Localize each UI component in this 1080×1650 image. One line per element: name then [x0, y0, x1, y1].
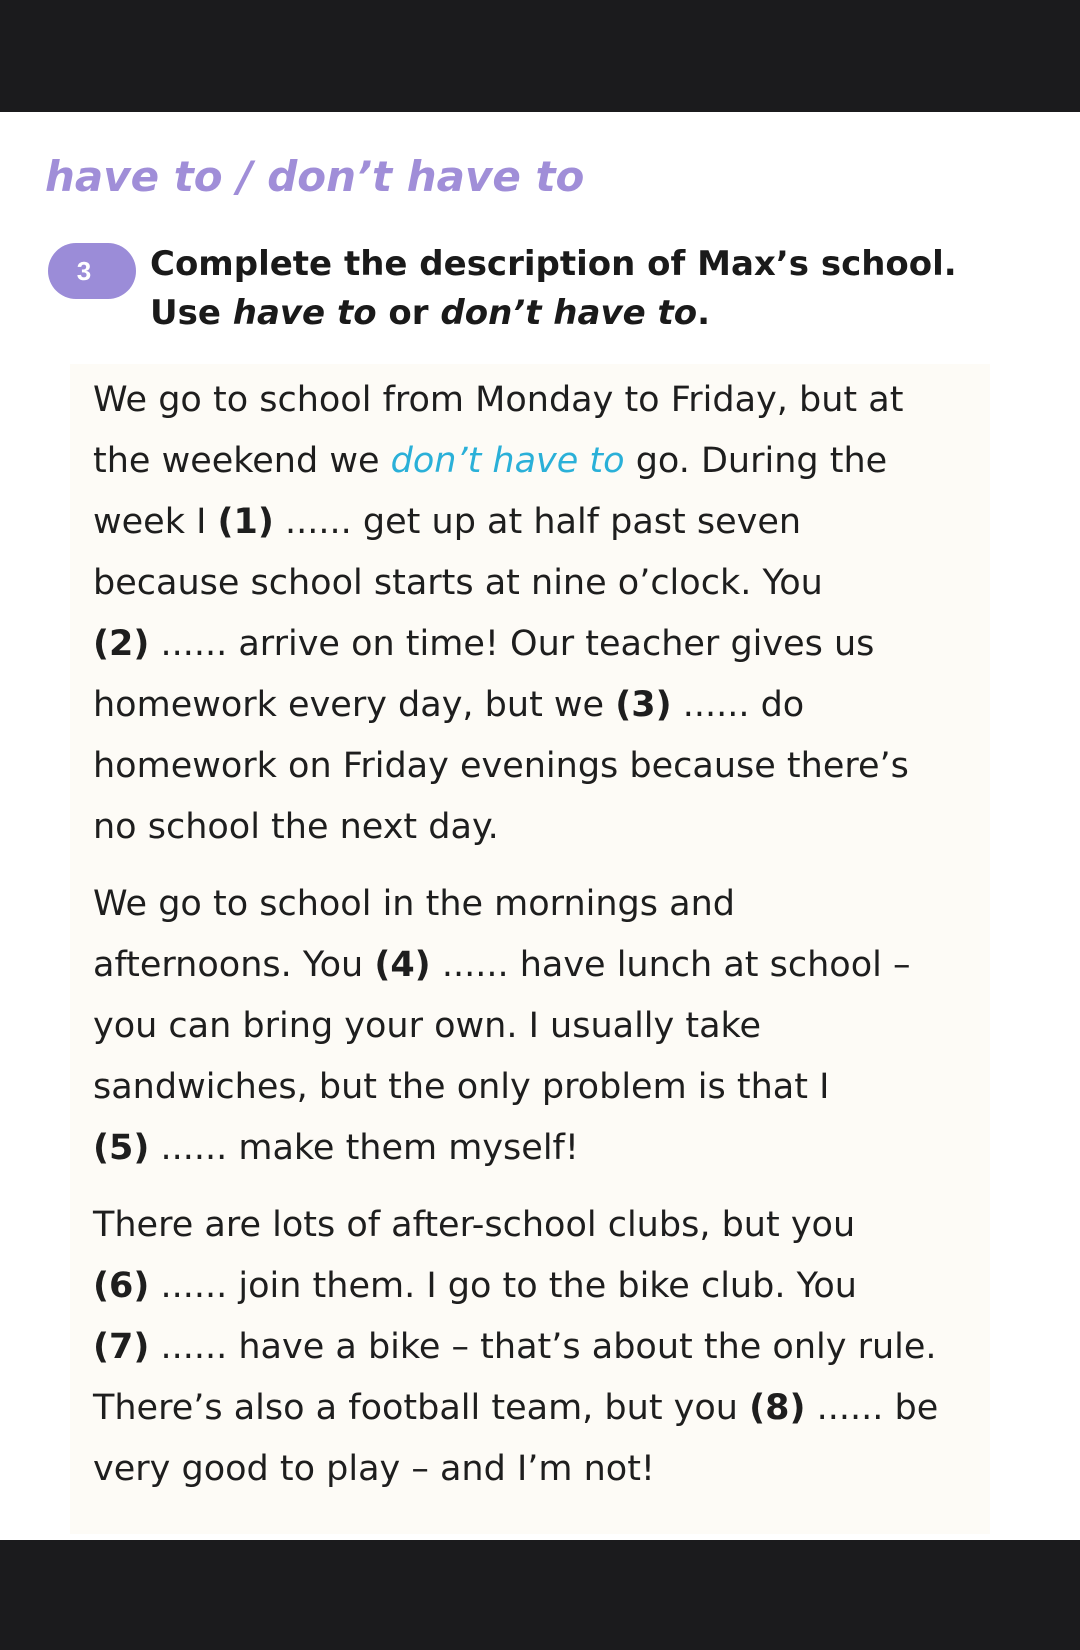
gap-5-text: ...... make them myself!	[149, 1128, 579, 1168]
p3-line-2	[93, 1256, 993, 1317]
p3-line-4-text: There’s also a football team, but you	[93, 1388, 750, 1428]
gap-4-text: ...... have lunch at school –	[430, 945, 911, 985]
instruction-or: or	[376, 293, 441, 333]
gap-2-text: ...... arrive on time! Our teacher gives us	[149, 624, 875, 664]
gap-number-3: (3)	[615, 685, 672, 725]
instruction-line-2	[150, 289, 957, 338]
p1-line-8: no school the next day.	[93, 807, 499, 847]
p1-line-6	[93, 675, 993, 736]
p3-line-3	[93, 1317, 993, 1378]
p1-line-4: because school starts at nine o’clock. You	[93, 563, 823, 603]
gap-1-text: ...... get up at half past seven	[273, 502, 802, 542]
gap-8-text: ...... be	[805, 1388, 939, 1428]
gap-number-2: (2)	[93, 624, 150, 664]
p2-line-2	[93, 935, 993, 996]
paragraph-2	[93, 874, 993, 1179]
p1-line-2-text-end: go. During the	[624, 441, 888, 481]
paragraph-1	[93, 370, 993, 858]
p2-line-3: you can bring your own. I usually take	[93, 1006, 762, 1046]
p1-line-3-text: week I	[93, 502, 218, 542]
p1-line-7: homework on Friday evenings because there’s	[93, 746, 909, 786]
p2-line-2-text: afternoons. You	[93, 945, 375, 985]
p2-line-5	[93, 1118, 993, 1179]
instruction-prefix: Use	[150, 293, 233, 333]
instruction-line-1: Complete the description of Max’s school.	[150, 244, 957, 284]
gap-6-text: ...... join them. I go to the bike club. You	[149, 1266, 857, 1306]
p1-line-6-text: homework every day, but we	[93, 685, 616, 725]
p3-line-4	[93, 1378, 993, 1439]
gap-number-4: (4)	[374, 945, 431, 985]
paragraph-3	[93, 1195, 993, 1500]
gap-number-6: (6)	[93, 1266, 150, 1306]
gap-number-7: (7)	[93, 1327, 150, 1367]
p1-line-3	[93, 492, 993, 553]
p1-line-2	[93, 431, 993, 492]
instruction-option-have-to: have to	[232, 293, 377, 333]
exercise-instruction	[150, 240, 957, 338]
section-heading: have to / don’t have to	[45, 152, 585, 201]
instruction-option-dont-have-to: don’t have to	[440, 293, 698, 333]
gap-number-1: (1)	[217, 502, 274, 542]
gap-number-8: (8)	[749, 1388, 806, 1428]
gap-3-text: ...... do	[671, 685, 805, 725]
p2-line-4: sandwiches, but the only problem is that I	[93, 1067, 830, 1107]
gap-number-5: (5)	[93, 1128, 150, 1168]
p1-line-5	[93, 614, 993, 675]
textbook-page	[0, 112, 1080, 1540]
passage-text	[93, 370, 993, 1516]
example-answer: don’t have to	[390, 441, 625, 481]
p3-line-5: very good to play – and I’m not!	[93, 1449, 655, 1489]
exercise-number-badge: 3	[48, 243, 136, 299]
instruction-suffix: .	[697, 293, 711, 333]
gap-7-text: ...... have a bike – that’s about the only rule.	[149, 1327, 937, 1367]
p3-line-1: There are lots of after-school clubs, but you	[93, 1205, 856, 1245]
p1-line-2-text: the weekend we	[93, 441, 391, 481]
p1-line-1: We go to school from Monday to Friday, but at	[93, 380, 904, 420]
p2-line-1: We go to school in the mornings and	[93, 884, 735, 924]
